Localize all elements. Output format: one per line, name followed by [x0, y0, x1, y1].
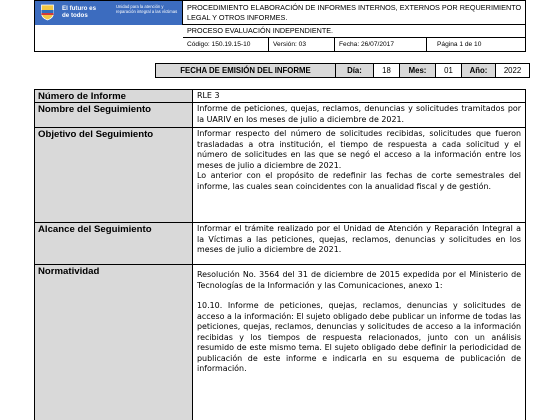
nombre-label: Nombre del Seguimiento [35, 103, 193, 127]
normatividad-paragraph: Resolución No. 3564 del 31 de diciembre de 2015 expedida por el Ministerio de Tecnologías de la Información y las Comunicaciones, anexo 1: [197, 270, 521, 290]
table-row [35, 90, 525, 103]
objetivo-paragraph: Informar respecto del número de solicitudes recibidas, solicitudes que fueron trasladadas a otra institución, el tiempo de respuesta a cada solicitud y el número de solicitudes en las que se negó el acceso a la información entre los meses de julio a diciembre de 2021. [197, 129, 521, 170]
document-code: Código: 150.19.15-10 [183, 38, 269, 52]
document-version: Versión: 03 [269, 38, 335, 52]
table-row [35, 128, 525, 223]
report-info-table [34, 89, 526, 420]
coat-of-arms-icon [40, 4, 55, 21]
month-value: 01 [436, 64, 462, 77]
normatividad-value [193, 265, 525, 420]
emission-label: FECHA DE EMISIÓN DEL INFORME [156, 64, 336, 77]
alcance-label: Alcance del Seguimiento [35, 223, 193, 264]
normatividad-paragraph: 10.10. Informe de peticiones, quejas, reclamos, denuncias y solicitudes de acceso a la información: El sujeto obligado debe publicar un informe de todas las peticiones, quejas, reclamos, denuncias y solicitudes de acceso a la información recibidas y los tiempos de respuesta relacionados, junto con un análisis resumido de este mismo tema. El sujeto obligado debe definir la periodicidad de publicación de este informe e indicarla en su esquema de publicación de información. [197, 301, 521, 373]
normatividad-label: Normatividad [35, 265, 193, 420]
institution-logo [35, 1, 183, 25]
year-value: 2022 [503, 66, 522, 75]
table-row [35, 103, 525, 128]
document-date: Fecha: 26/07/2017 [335, 38, 427, 52]
objetivo-label: Objetivo del Seguimiento [35, 128, 193, 222]
procedure-title: PROCEDIMIENTO ELABORACIÓN DE INFORMES INTERNOS, EXTERNOS POR REQUERIMIENTO LEGAL Y OTROS INFORMES. [183, 1, 525, 25]
table-row [35, 265, 525, 420]
document-meta [183, 38, 525, 52]
emission-date-bar [155, 63, 530, 78]
process-name: PROCESO EVALUACIÓN INDEPENDIENTE. [183, 25, 525, 38]
logo-main-text: El futuro es de todos [62, 5, 97, 19]
numero-label: Número de Informe [35, 90, 193, 102]
year-label: Año: [462, 64, 496, 77]
objetivo-paragraph: Lo anterior con el propósito de redefinir las fechas de corte semestrales del informe, las cuales sean coincidentes con la anualidad fiscal y de gestión. [197, 171, 521, 191]
objetivo-value [193, 128, 525, 222]
numero-value: RLE 3 [197, 91, 220, 100]
logo-sub-text: Unidad para la atención y reparación integral a las víctimas [116, 4, 178, 14]
table-row [35, 223, 525, 265]
day-value: 18 [374, 64, 400, 77]
page-number: Página 1 de 10 [437, 41, 482, 48]
document-header [34, 0, 526, 52]
nombre-value: Informe de peticiones, quejas, reclamos, denuncias y solicitudes tramitados por la UARIV en los meses de julio a diciembre de 2021. [197, 104, 521, 124]
day-label: Día: [336, 64, 374, 77]
month-label: Mes: [400, 64, 436, 77]
alcance-value: Informar el trámite realizado por el Unidad de Atención y Reparación Integral a la Víctimas a las peticiones, quejas, reclamos, denuncias y solicitudes en los meses de julio a diciembre de 2021. [197, 224, 521, 254]
